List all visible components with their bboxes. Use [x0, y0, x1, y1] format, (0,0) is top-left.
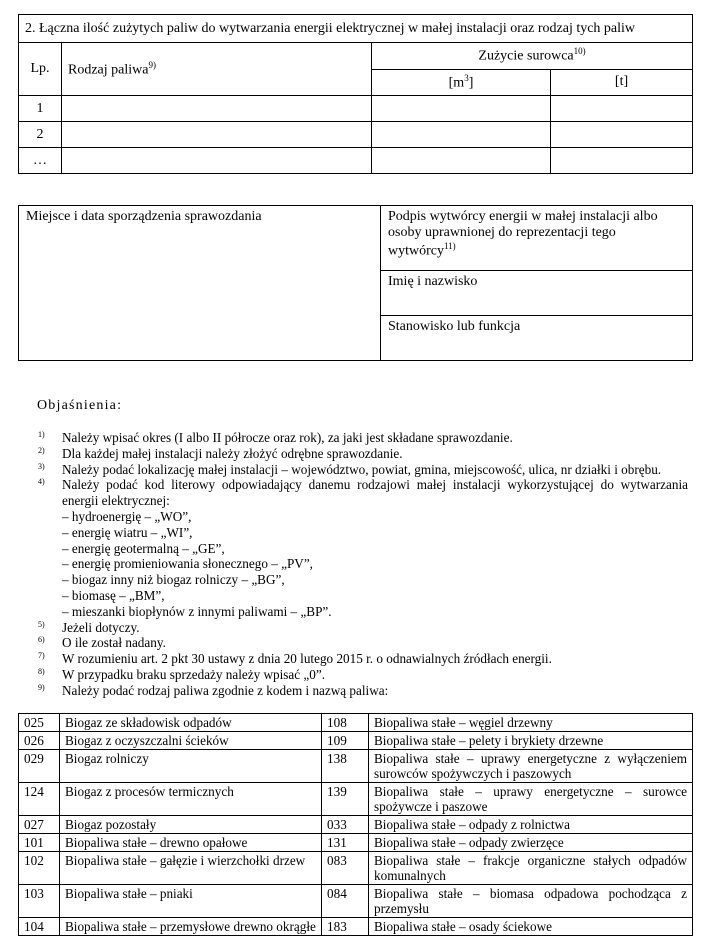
table-row [19, 96, 693, 122]
table-row [19, 834, 693, 852]
fuel-name: Biopaliwa stałe – gałęzie i wierzchołki drzew [60, 852, 322, 885]
fuel-name: Biopaliwa stałe – biomasa odpadowa pochodząca z przemysłu [369, 885, 693, 918]
fuel-name: Biopaliwa stałe – uprawy energetyczne z wyłączeniem surowców spożywczych i paszowych [369, 750, 693, 783]
fuel-code: 025 [19, 714, 60, 732]
signature-table [18, 205, 693, 361]
fuel-code: 083 [322, 852, 369, 885]
table-row [19, 885, 693, 918]
fuel-code: 103 [19, 885, 60, 918]
position-field[interactable]: Stanowisko lub funkcja [381, 315, 693, 360]
footnote: 2) Dla każdej małej instalacji należy złożyć odrębne sprawozdanie. [38, 445, 403, 461]
fuel-name: Biogaz z oczyszczalni ścieków [60, 732, 322, 750]
fuel-name: Biopaliwa stałe – pniaki [60, 885, 322, 918]
usage-m3-cell[interactable] [372, 122, 551, 148]
fuel-name: Biopaliwa stałe – węgiel drzewny [369, 714, 693, 732]
table-row [19, 732, 693, 750]
fuel-name: Biopaliwa stałe – frakcje organiczne stałych odpadów komunalnych [369, 852, 693, 885]
fuel-name: Biogaz rolniczy [60, 750, 322, 783]
fuel-code: 026 [19, 732, 60, 750]
footnote: 4) Należy podać kod literowy odpowiadający danemu rodzajowi małej instalacji wykorzystującej do wytwarzania energii elektrycznej: – hydroenergię – „WO”, – energię wiatru – „WI”, – energię geotermalną – „GE”, – energię promieniowania słonecznego – „PV”, – biogaz inny niż biogaz rolniczy – „BG”, – biomasę – „BM”, – mieszanki biopłynów z innymi paliwami – „BP”. [38, 477, 688, 619]
installation-code-list [62, 509, 688, 620]
list-item: – biogaz inny niż biogaz rolniczy – „BG”, [62, 572, 285, 588]
fuel-name: Biopaliwa stałe – uprawy energetyczne – surowce spożywcze i paszowe [369, 783, 693, 816]
fuel-code: 027 [19, 816, 60, 834]
header-usage: Zużycie surowca$^{10)}$ [372, 43, 693, 70]
table-row [19, 783, 693, 816]
name-field[interactable]: Imię i nazwisko [381, 271, 693, 315]
fuel-usage-table [18, 14, 693, 174]
fuel-name: Biopaliwa stałe – osady ściekowe [369, 918, 693, 936]
footnote: 1) Należy wpisać okres (I albo II półrocze oraz rok), za jaki jest składane sprawozdanie. [38, 430, 513, 445]
fuel-name: Biopaliwa stałe – odpady zwierzęce [369, 834, 693, 852]
footnote: 7) W rozumieniu art. 2 pkt 30 ustawy z dnia 20 lutego 2015 r. o odnawialnych źródłach energii. [38, 651, 552, 667]
footnote: 8) W przypadku braku sprzedaży należy wpisać „0”. [38, 666, 326, 682]
fuel-name: Biogaz pozostały [60, 816, 322, 834]
footnote: 9) Należy podać rodzaj paliwa zgodnie z kodem i nazwą paliwa: [38, 682, 389, 698]
fuel-type-cell[interactable] [62, 148, 372, 174]
signature-field[interactable]: Podpis wytwórcy energii w małej instalacji albo osoby uprawnionej do reprezentacji tego wytwórcy$^{11)}$ [381, 206, 693, 271]
place-date-field[interactable]: Miejsce i data sporządzenia sprawozdania [19, 206, 381, 361]
fuel-code: 029 [19, 750, 60, 783]
header-fuel-type: Rodzaj paliwa$^{9)}$ [62, 43, 372, 96]
header-unit-t: [t] [551, 69, 693, 96]
list-item: – energię promieniowania słonecznego – „PV”, [62, 556, 313, 572]
fuel-code: 138 [322, 750, 369, 783]
table-row [19, 750, 693, 783]
footnote: 5) Jeżeli dotyczy. [38, 619, 140, 635]
header-lp: Lp. [19, 43, 62, 96]
table-row [19, 918, 693, 936]
fuel-code: 084 [322, 885, 369, 918]
list-item: – energię wiatru – „WI”, [62, 524, 193, 540]
usage-t-cell[interactable] [551, 122, 693, 148]
usage-t-cell[interactable] [551, 96, 693, 122]
row-number: 1 [19, 96, 62, 122]
explanations-title: Objaśnienia: [37, 398, 123, 413]
fuel-code: 102 [19, 852, 60, 885]
fuel-code: 183 [322, 918, 369, 936]
fuel-code: 109 [322, 732, 369, 750]
fuel-code: 139 [322, 783, 369, 816]
list-item: – hydroenergię – „WO”, [62, 508, 192, 524]
usage-m3-cell[interactable] [372, 96, 551, 122]
fuel-name: Biopaliwa stałe – drewno opałowe [60, 834, 322, 852]
fuel-code: 033 [322, 816, 369, 834]
section-2-title: 2. Łączna ilość zużytych paliw do wytwarzania energii elektrycznej w małej instalacji oraz rodzaj tych paliw [19, 15, 693, 43]
list-item: – mieszanki biopłynów z innymi paliwami – „BP”. [62, 603, 332, 619]
footnote: 3) Należy podać lokalizację małej instalacji – województwo, powiat, gmina, miejscowość, ulica, nr działki i obrębu. [38, 461, 662, 477]
fuel-name: Biopaliwa stałe – przemysłowe drewno okrągłe [60, 918, 322, 936]
footnotes [38, 430, 688, 699]
table-row [19, 148, 693, 174]
fuel-code: 101 [19, 834, 60, 852]
fuel-code: 131 [322, 834, 369, 852]
header-unit-m3: $[m^3]$ [372, 69, 551, 96]
list-item: – energię geotermalną – „GE”, [62, 540, 225, 556]
usage-m3-cell[interactable] [372, 148, 551, 174]
fuel-type-cell[interactable] [62, 96, 372, 122]
fuel-codes-table [18, 713, 693, 936]
fuel-type-cell[interactable] [62, 122, 372, 148]
usage-t-cell[interactable] [551, 148, 693, 174]
fuel-name: Biogaz ze składowisk odpadów [60, 714, 322, 732]
fuel-code: 104 [19, 918, 60, 936]
table-row [19, 122, 693, 148]
row-number: 2 [19, 122, 62, 148]
fuel-name: Biopaliwa stałe – pelety i brykiety drzewne [369, 732, 693, 750]
fuel-name: Biopaliwa stałe – odpady z rolnictwa [369, 816, 693, 834]
fuel-code: 108 [322, 714, 369, 732]
fuel-name: Biogaz z procesów termicznych [60, 783, 322, 816]
list-item: – biomasę – „BM”, [62, 587, 165, 603]
table-row [19, 714, 693, 732]
row-number: … [19, 148, 62, 174]
table-row [19, 852, 693, 885]
fuel-code: 124 [19, 783, 60, 816]
table-row [19, 816, 693, 834]
footnote: 6) O ile został nadany. [38, 635, 166, 651]
